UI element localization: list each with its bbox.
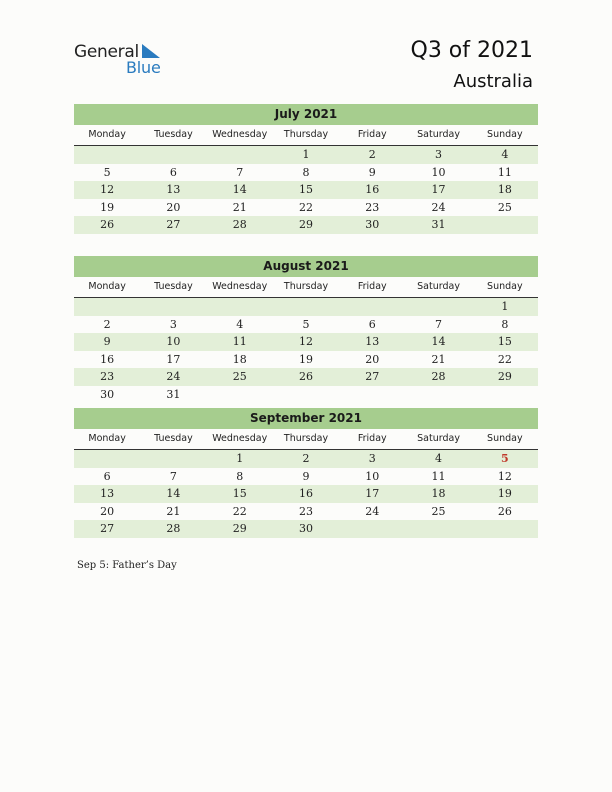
week-row bbox=[74, 199, 538, 217]
day-cell: 20 bbox=[100, 504, 115, 518]
day-cell bbox=[74, 298, 140, 316]
weekday-label: Sunday bbox=[487, 281, 523, 292]
week-row bbox=[74, 468, 538, 486]
day-cell: 24 bbox=[431, 200, 446, 214]
day-cell bbox=[339, 386, 405, 404]
logo-blue-text: Blue bbox=[126, 58, 161, 77]
week-row bbox=[74, 316, 538, 334]
day-cell: 22 bbox=[232, 504, 247, 518]
month-july bbox=[74, 104, 538, 234]
week-row bbox=[74, 368, 538, 386]
day-cell: 13 bbox=[100, 487, 115, 500]
day-cell: 23 bbox=[100, 370, 115, 383]
day-cell: 10 bbox=[365, 469, 380, 483]
day-cell bbox=[74, 146, 140, 164]
week-row bbox=[74, 164, 538, 182]
day-cell: 3 bbox=[368, 452, 376, 465]
day-cell: 4 bbox=[236, 317, 244, 331]
day-cell: 23 bbox=[365, 200, 380, 214]
week-row bbox=[74, 351, 538, 369]
day-cell: 21 bbox=[166, 504, 181, 518]
day-cell bbox=[140, 450, 206, 468]
day-cell: 25 bbox=[497, 200, 512, 214]
weekday-header-row bbox=[74, 279, 538, 298]
week-row bbox=[74, 333, 538, 351]
day-cell: 9 bbox=[103, 335, 111, 348]
day-cell: 11 bbox=[431, 469, 446, 483]
weekday-label: Saturday bbox=[417, 433, 460, 444]
weekday-header-row bbox=[74, 431, 538, 450]
weekday-label: Tuesday bbox=[154, 433, 193, 444]
day-cell: 25 bbox=[431, 504, 446, 518]
holiday-note: Sep 5: Father’s Day bbox=[77, 560, 177, 571]
day-cell: 17 bbox=[365, 487, 380, 500]
day-cell: 13 bbox=[365, 335, 380, 348]
day-cell bbox=[472, 520, 538, 538]
day-cell: 23 bbox=[298, 504, 313, 518]
weekday-label: Sunday bbox=[487, 129, 523, 140]
month-september bbox=[74, 408, 538, 538]
day-cell: 11 bbox=[232, 335, 247, 348]
week-row bbox=[74, 503, 538, 521]
day-cell bbox=[339, 520, 405, 538]
weekday-label: Wednesday bbox=[212, 281, 268, 292]
logo-general-text: General bbox=[74, 42, 139, 62]
weekday-label: Monday bbox=[88, 281, 126, 292]
day-cell bbox=[405, 386, 471, 404]
day-cell: 2 bbox=[103, 317, 111, 331]
day-cell: 15 bbox=[298, 183, 313, 196]
month-title: July 2021 bbox=[74, 104, 538, 125]
day-cell: 18 bbox=[232, 352, 247, 366]
day-cell: 31 bbox=[166, 387, 181, 401]
day-cell: 26 bbox=[298, 370, 313, 383]
country-name: Australia bbox=[453, 71, 533, 92]
day-cell: 21 bbox=[431, 352, 446, 366]
weekday-label: Thursday bbox=[283, 129, 329, 140]
day-cell: 11 bbox=[497, 165, 512, 179]
day-cell: 15 bbox=[497, 335, 512, 348]
day-cell: 31 bbox=[431, 218, 446, 231]
day-cell: 1 bbox=[501, 300, 509, 313]
day-cell: 13 bbox=[166, 183, 181, 196]
day-cell: 16 bbox=[365, 183, 380, 196]
day-cell: 26 bbox=[100, 218, 115, 231]
day-cell: 12 bbox=[100, 183, 115, 196]
weekday-label: Sunday bbox=[487, 433, 523, 444]
day-cell: 19 bbox=[100, 200, 115, 214]
day-cell: 30 bbox=[298, 522, 313, 535]
day-cell: 29 bbox=[298, 218, 313, 231]
day-cell: 22 bbox=[497, 352, 512, 366]
day-cell: 2 bbox=[302, 452, 310, 465]
week-row bbox=[74, 146, 538, 164]
day-cell: 30 bbox=[365, 218, 380, 231]
day-cell: 27 bbox=[365, 370, 380, 383]
day-cell: 12 bbox=[298, 335, 313, 348]
day-cell: 17 bbox=[166, 352, 181, 366]
day-cell: 28 bbox=[166, 522, 181, 535]
day-cell: 29 bbox=[232, 522, 247, 535]
day-cell: 27 bbox=[100, 522, 115, 535]
day-cell: 27 bbox=[166, 218, 181, 231]
day-cell: 1 bbox=[236, 452, 244, 465]
day-cell bbox=[207, 386, 273, 404]
day-cell bbox=[405, 520, 471, 538]
week-row bbox=[74, 181, 538, 199]
day-cell bbox=[472, 386, 538, 404]
day-cell: 20 bbox=[365, 352, 380, 366]
day-cell: 7 bbox=[169, 469, 177, 483]
day-cell bbox=[207, 146, 273, 164]
weekday-label: Tuesday bbox=[154, 129, 193, 140]
day-cell: 4 bbox=[501, 148, 509, 161]
day-cell: 8 bbox=[236, 469, 244, 483]
day-cell bbox=[273, 298, 339, 316]
day-cell: 24 bbox=[365, 504, 380, 518]
day-cell: 6 bbox=[169, 165, 177, 179]
weekday-label: Monday bbox=[88, 129, 126, 140]
weekday-label: Friday bbox=[357, 281, 387, 292]
day-cell: 7 bbox=[435, 317, 443, 331]
day-cell: 30 bbox=[100, 387, 115, 401]
day-cell: 21 bbox=[232, 200, 247, 214]
weekday-label: Monday bbox=[88, 433, 126, 444]
day-cell: 15 bbox=[232, 487, 247, 500]
day-cell: 29 bbox=[497, 370, 512, 383]
day-cell: 8 bbox=[302, 165, 310, 179]
week-row bbox=[74, 520, 538, 538]
day-cell: 16 bbox=[100, 352, 115, 366]
weekday-label: Thursday bbox=[283, 433, 329, 444]
day-cell: 8 bbox=[501, 317, 509, 331]
week-row bbox=[74, 450, 538, 468]
weekday-header-row bbox=[74, 127, 538, 146]
page-title: Q3 of 2021 bbox=[410, 38, 533, 63]
day-cell bbox=[273, 386, 339, 404]
day-cell: 18 bbox=[431, 487, 446, 500]
week-row bbox=[74, 216, 538, 234]
weekday-label: Saturday bbox=[417, 129, 460, 140]
day-cell: 19 bbox=[497, 487, 512, 500]
day-cell: 1 bbox=[302, 148, 310, 161]
day-cell: 6 bbox=[103, 469, 111, 483]
day-cell bbox=[339, 298, 405, 316]
week-row bbox=[74, 485, 538, 503]
day-cell: 10 bbox=[431, 165, 446, 179]
day-cell: 19 bbox=[298, 352, 313, 366]
week-row bbox=[74, 386, 538, 404]
day-cell: 6 bbox=[368, 317, 376, 331]
day-cell: 5 bbox=[302, 317, 310, 331]
weekday-label: Saturday bbox=[417, 281, 460, 292]
day-cell: 5 bbox=[103, 165, 111, 179]
brand-logo bbox=[74, 42, 184, 78]
day-cell: 16 bbox=[298, 487, 313, 500]
day-cell: 22 bbox=[298, 200, 313, 214]
day-cell: 28 bbox=[431, 370, 446, 383]
day-cell: 10 bbox=[166, 335, 181, 348]
logo-flag-icon bbox=[142, 44, 162, 60]
weekday-label: Thursday bbox=[283, 281, 329, 292]
day-cell: 2 bbox=[368, 148, 376, 161]
day-cell: 28 bbox=[232, 218, 247, 231]
day-cell bbox=[207, 298, 273, 316]
day-cell: 9 bbox=[368, 165, 376, 179]
month-august bbox=[74, 256, 538, 403]
day-cell bbox=[74, 450, 140, 468]
day-cell: 12 bbox=[497, 469, 512, 483]
week-row bbox=[74, 298, 538, 316]
day-cell: 3 bbox=[169, 317, 177, 331]
day-cell: 14 bbox=[166, 487, 181, 500]
day-cell: 3 bbox=[435, 148, 443, 161]
day-cell: 14 bbox=[431, 335, 446, 348]
month-title: September 2021 bbox=[74, 408, 538, 429]
day-cell: 26 bbox=[497, 504, 512, 518]
day-cell: 25 bbox=[232, 370, 247, 383]
day-cell: 4 bbox=[435, 452, 443, 465]
day-cell: 24 bbox=[166, 370, 181, 383]
day-cell bbox=[472, 216, 538, 234]
day-cell: 14 bbox=[232, 183, 247, 196]
weekday-label: Friday bbox=[357, 433, 387, 444]
weekday-label: Friday bbox=[357, 129, 387, 140]
day-cell: 18 bbox=[497, 183, 512, 196]
day-cell: 9 bbox=[302, 469, 310, 483]
weekday-label: Tuesday bbox=[154, 281, 193, 292]
month-title: August 2021 bbox=[74, 256, 538, 277]
day-cell: 7 bbox=[236, 165, 244, 179]
day-cell bbox=[140, 146, 206, 164]
weekday-label: Wednesday bbox=[212, 433, 268, 444]
holiday-day-cell: 5 bbox=[501, 452, 509, 465]
day-cell bbox=[405, 298, 471, 316]
weekday-label: Wednesday bbox=[212, 129, 268, 140]
day-cell: 17 bbox=[431, 183, 446, 196]
day-cell: 20 bbox=[166, 200, 181, 214]
day-cell bbox=[140, 298, 206, 316]
